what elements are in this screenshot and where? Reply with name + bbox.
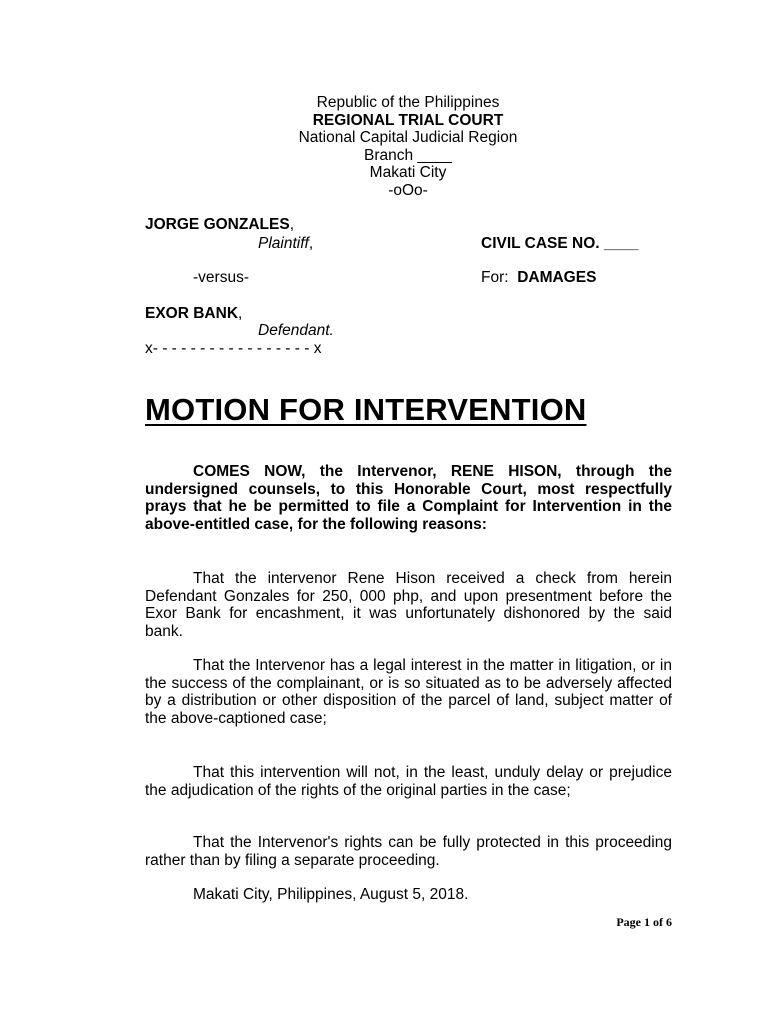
for-value: DAMAGES	[517, 269, 597, 286]
for-label: For:	[481, 269, 509, 286]
paragraph-legal-interest: That the Intervenor has a legal interest in the matter in litigation, or in the success of the complainant, or is so situated as to be adversely affected by a distribution or other disposition of the parcel of land, subject matter of the above-captioned case;	[145, 657, 672, 727]
court-header	[0, 94, 768, 199]
plaintiff-comma: ,	[289, 216, 294, 233]
defendant-name: EXOR BANK	[145, 305, 239, 322]
court-name: REGIONAL TRIAL COURT	[312, 111, 504, 129]
plaintiff-role-comma: ,	[308, 235, 314, 252]
defendant-role: Defendant.	[258, 322, 334, 339]
document-title: MOTION FOR INTERVENTION	[145, 392, 587, 427]
case-for-line	[481, 269, 596, 287]
civil-case-number: CIVIL CASE NO. ____	[481, 235, 639, 252]
plaintiff-role: Plaintiff	[258, 235, 309, 252]
judicial-region: National Capital Judicial Region	[298, 129, 518, 146]
paragraph-check: That the intervenor Rene Hison received a check from herein Defendant Gonzales for 250, 000 php, and upon presentment before the Exor Bank for encashment, it was unfortunately dishonored by the said bank.	[145, 570, 672, 640]
city-line: Makati City	[369, 164, 447, 181]
paragraph-intro: COMES NOW, the Intervenor, RENE HISON, through the undersigned counsels, to this Honorable Court, most respectfully prays that he be permitted to file a Complaint for Intervention in the above-entitled case, for the following reasons:	[145, 463, 672, 533]
paragraph-date-place: Makati City, Philippines, August 5, 2018.	[193, 886, 469, 903]
page-number: Page 1 of 6	[616, 915, 672, 929]
header-ornament: -oOo-	[388, 181, 428, 199]
caption-divider: x- - - - - - - - - - - - - - - - - x	[145, 340, 322, 357]
plaintiff-role-line	[258, 235, 313, 253]
paragraph-rights-protected: That the Intervenor's rights can be fully protected in this proceeding rather than by filing a separate proceeding.	[145, 834, 672, 869]
paragraph-no-delay: That this intervention will not, in the least, unduly delay or prejudice the adjudication of the rights of the original parties in the case;	[145, 764, 672, 799]
plaintiff-name: JORGE GONZALES	[145, 216, 290, 233]
plaintiff-name-line	[145, 216, 294, 234]
republic-line: Republic of the Philippines	[316, 94, 500, 111]
defendant-name-line	[145, 305, 242, 323]
versus-label: -versus-	[193, 269, 249, 286]
branch-line: Branch ____	[364, 146, 452, 164]
defendant-comma: ,	[238, 305, 243, 322]
